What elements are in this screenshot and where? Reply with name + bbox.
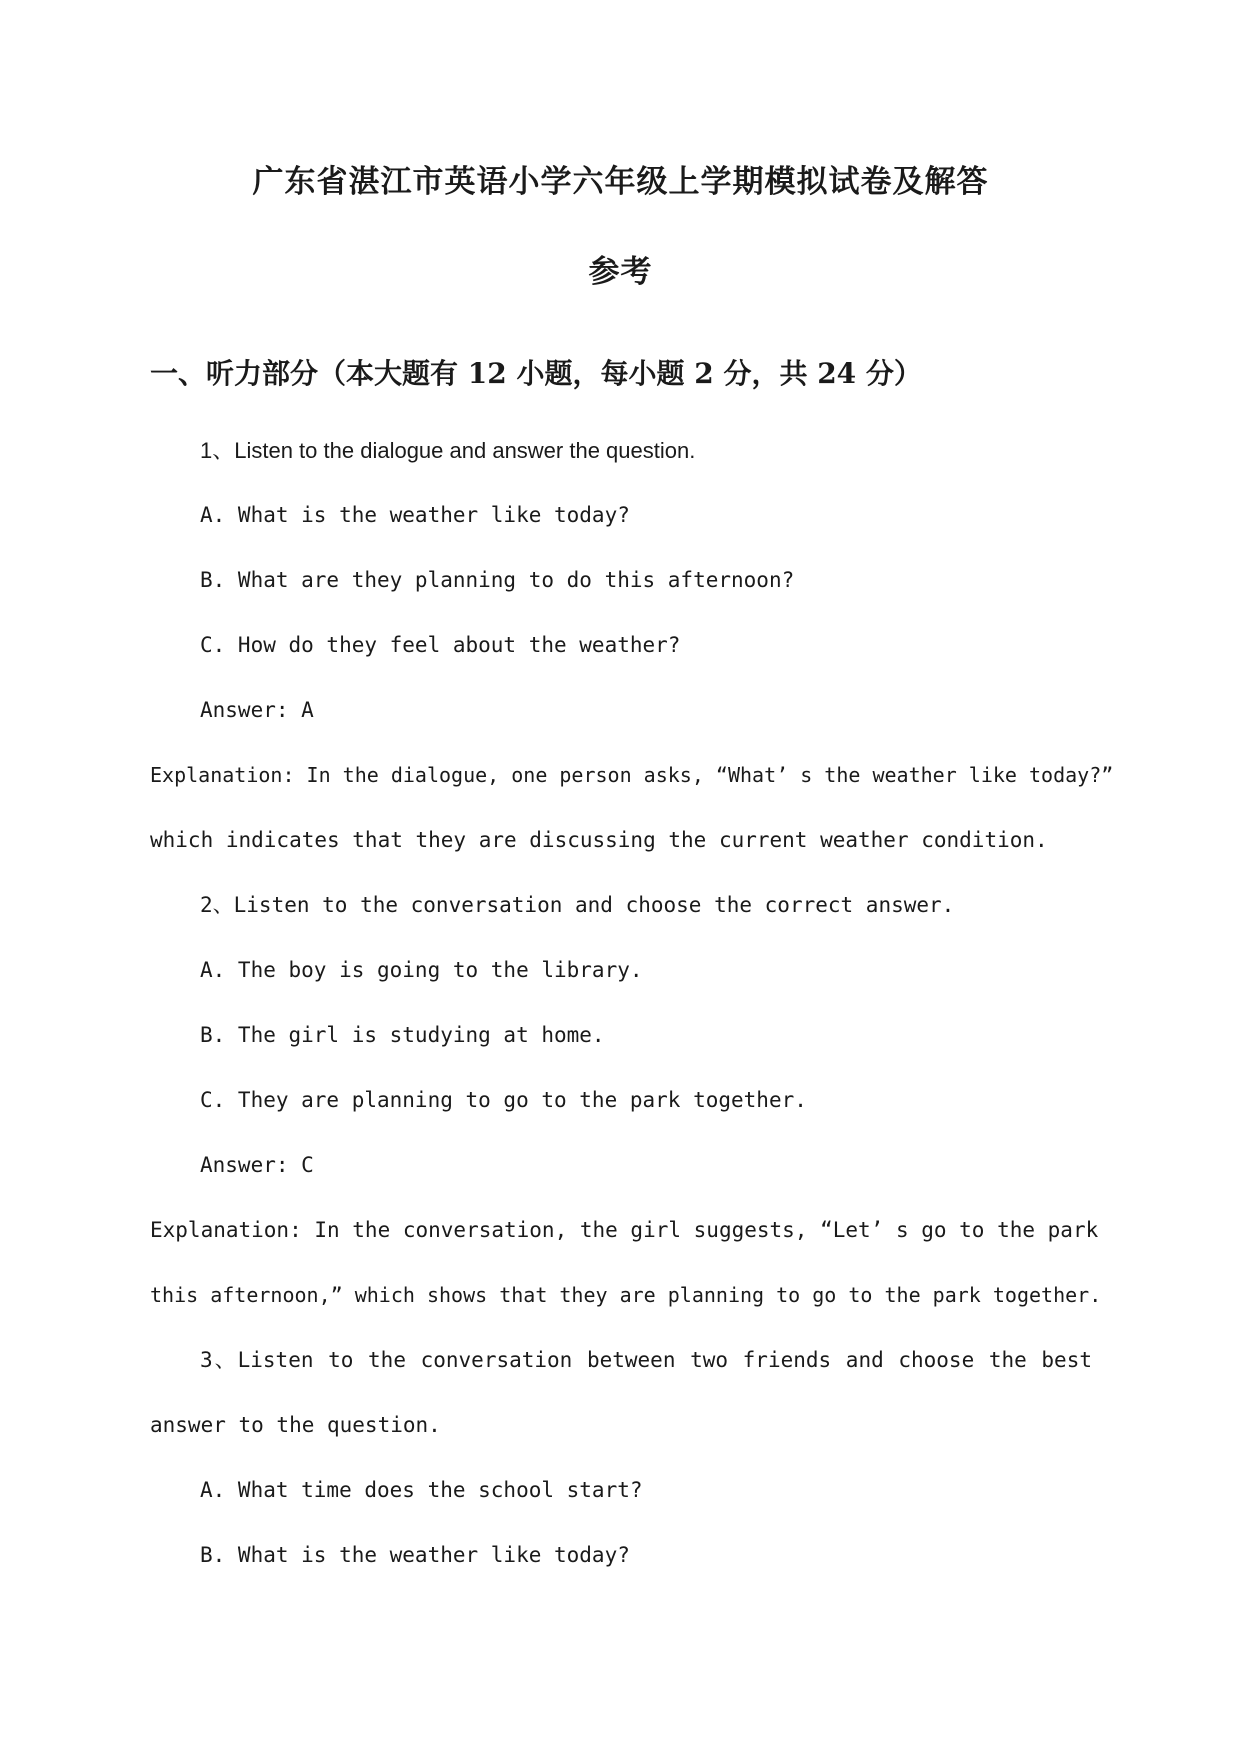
question-2-option-b: B. The girl is studying at home.	[200, 1023, 605, 1047]
document-title-line-2: 参考	[588, 254, 653, 290]
question-2-option-c: C. They are planning to go to the park together.	[200, 1088, 807, 1112]
question-1-explanation-line-1: Explanation: In the dialogue, one person asks, “What’ s the weather like today?”	[150, 763, 1114, 787]
question-1-option-c: C. How do they feel about the weather?	[200, 633, 681, 657]
question-2-explanation-line-1: Explanation: In the conversation, the girl suggests, “Let’ s go to the park	[150, 1218, 1099, 1242]
section-heading-listening: 一、听力部分（本大题有 12 小题，每小题 2 分，共 24 分）	[150, 357, 922, 390]
question-3-option-a: A. What time does the school start?	[200, 1478, 643, 1502]
question-2-explanation-line-2: this afternoon,” which shows that they are planning to go to the park together.	[150, 1283, 1102, 1307]
question-3-prompt-line-2: answer to the question.	[150, 1413, 441, 1437]
document-title-line-1: 广东省湛江市英语小学六年级上学期模拟试卷及解答	[252, 164, 989, 200]
question-2-prompt: 2、Listen to the conversation and choose the correct answer.	[200, 893, 955, 917]
question-3-option-b: B. What is the weather like today?	[200, 1543, 630, 1567]
question-3-prompt-line-1: 3、Listen to the conversation between two friends and choose the best	[200, 1348, 1092, 1372]
question-2-option-a: A. The boy is going to the library.	[200, 958, 643, 982]
question-1-explanation-line-2: which indicates that they are discussing the current weather condition.	[150, 828, 1048, 852]
question-1-option-a: A. What is the weather like today?	[200, 503, 630, 527]
question-2-answer: Answer: C	[200, 1153, 314, 1177]
question-1-option-b: B. What are they planning to do this afternoon?	[200, 568, 795, 592]
question-1-prompt: 1、Listen to the dialogue and answer the question.	[200, 438, 696, 463]
question-1-answer: Answer: A	[200, 698, 314, 722]
